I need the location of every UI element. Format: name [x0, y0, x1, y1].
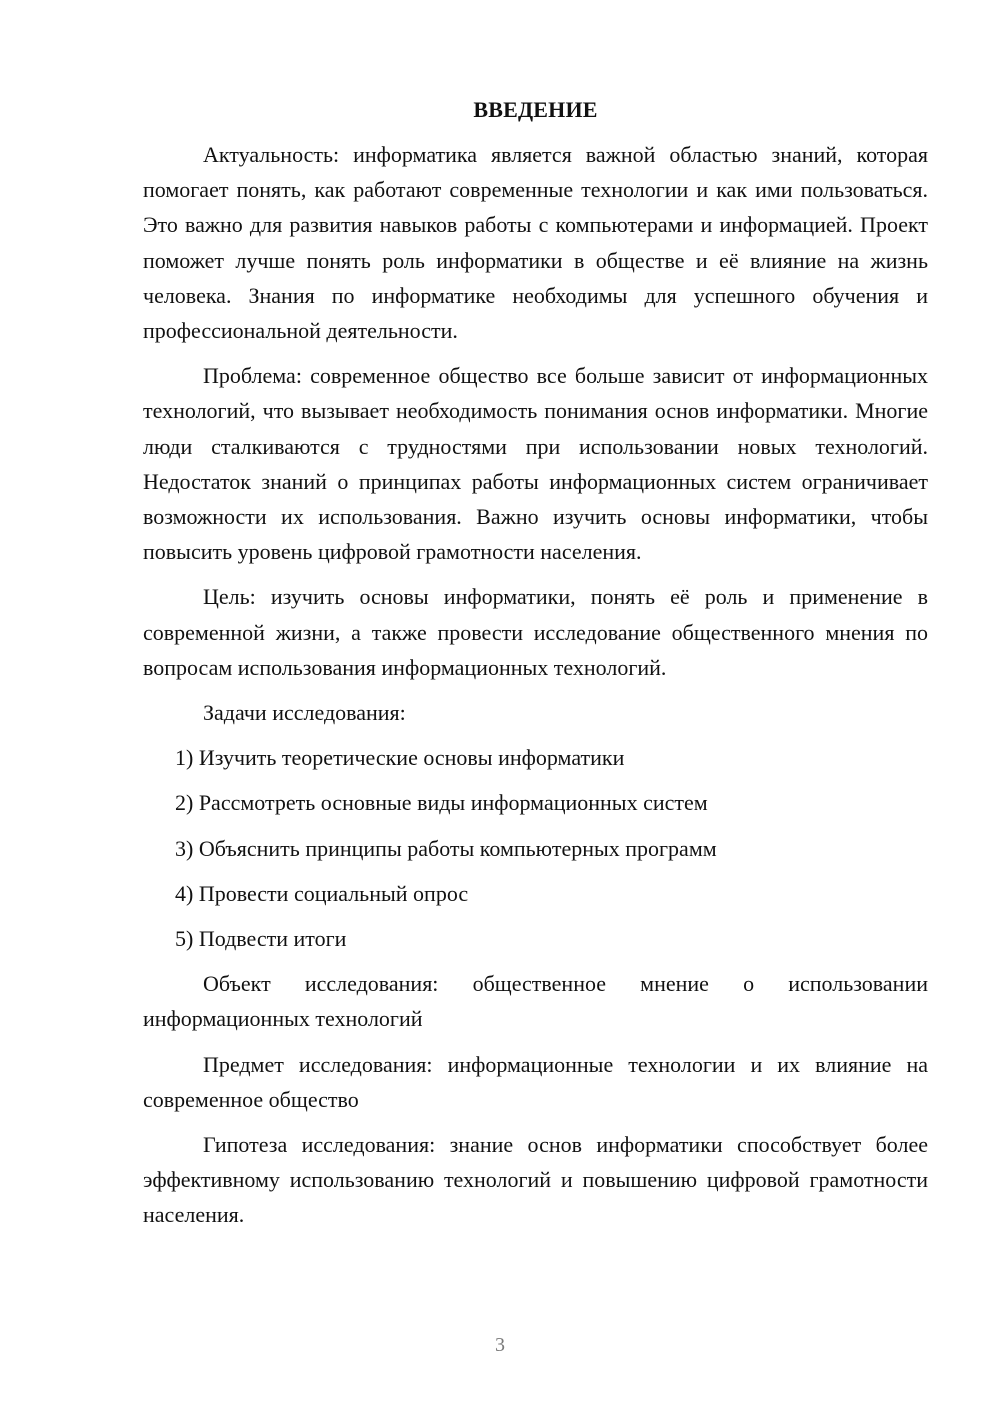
- problem-paragraph: Проблема: современное общество все больше зависит от информационных технологий, что вызывает необходимость понимания основ информатики. Многие люди сталкиваются с трудностями при использовании новых технологий. Недостаток знаний о принципах работы информационных систем ограничивает возможности их использования. Важно изучить основы информатики, чтобы повысить уровень цифровой грамотности населения.: [143, 363, 928, 565]
- tasks-list: [143, 740, 928, 956]
- page-number: 3: [495, 1334, 505, 1356]
- hypothesis-paragraph: Гипотеза исследования: знание основ информатики способствует более эффективному использованию технологий и повышению цифровой грамотности населения.: [143, 1132, 928, 1228]
- object-paragraph: Объект исследования: общественное мнение о использовании информационных технологий: [143, 971, 928, 1032]
- list-item: 5) Подвести итоги: [175, 926, 347, 952]
- list-item: 3) Объяснить принципы работы компьютерных программ: [175, 835, 717, 861]
- goal-paragraph: Цель: изучить основы информатики, понять её роль и применение в современной жизни, а также провести исследование общественного мнения по вопросам использования информационных технологий.: [143, 584, 928, 680]
- page-content: [143, 92, 928, 1243]
- list-item: 2) Рассмотреть основные виды информационных систем: [175, 790, 708, 816]
- tasks-heading: Задачи исследования:: [203, 700, 406, 726]
- subject-paragraph: Предмет исследования: информационные технологии и их влияние на современное общество: [143, 1051, 928, 1112]
- list-item: 4) Провести социальный опрос: [175, 880, 469, 906]
- list-item: 1) Изучить теоретические основы информатики: [175, 745, 625, 771]
- section-title: ВВЕДЕНИЕ: [473, 97, 598, 122]
- relevance-paragraph: Актуальность: информатика является важной областью знаний, которая помогает понять, как работают современные технологии и как ими пользоваться. Это важно для развития навыков работы с компьютерами и информацией. Проект поможет лучше понять роль информатики в обществе и её влияние на жизнь человека. Знания по информатике необходимы для успешного обучения и профессиональной деятельности.: [143, 142, 928, 344]
